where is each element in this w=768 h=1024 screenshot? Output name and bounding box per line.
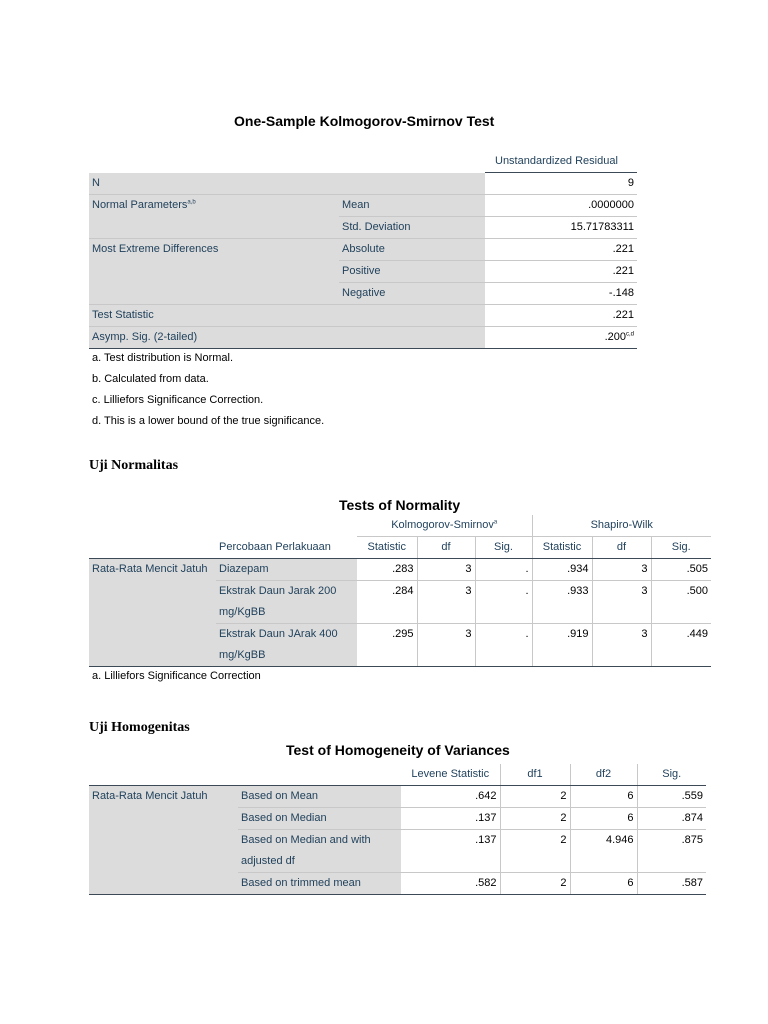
normality-col-ks-sig: Sig. (475, 537, 532, 559)
ks-footnote-d: d. This is a lower bound of the true significance. (92, 415, 325, 427)
homogeneity-col-levene: Levene Statistic (401, 764, 500, 786)
normality-ks-stat: .284 (357, 581, 417, 624)
ks-sublabel-positive: Positive (339, 261, 485, 283)
homogeneity-basis: Based on Mean (238, 786, 401, 808)
ks-footnote-c: c. Lilliefors Significance Correction. (92, 394, 264, 406)
normality-sw-stat: .933 (532, 581, 592, 624)
normality-col-sw-sig: Sig. (651, 537, 711, 559)
normalitas-heading: Uji Normalitas (89, 458, 179, 473)
homogeneity-col-df1: df1 (500, 764, 570, 786)
table-row (89, 559, 711, 581)
ks-sublabel-absolute: Absolute (339, 239, 485, 261)
normality-ks-sig: . (475, 581, 532, 624)
normality-row-label: Rata-Rata Mencit Jatuh (89, 559, 216, 667)
normality-group-ks: Kolmogorov-Smirnov$^a$ (357, 515, 532, 537)
ks-test-table (89, 151, 637, 349)
normality-sw-df: 3 (592, 581, 651, 624)
homogeneity-table (89, 764, 706, 895)
homogeneity-title: Test of Homogeneity of Variances (286, 742, 510, 758)
homogeneity-sig: .874 (637, 808, 706, 830)
ks-value-positive: .221 (485, 261, 637, 283)
homogenitas-heading: Uji Homogenitas (89, 720, 190, 735)
normality-col-ks-statistic: Statistic (357, 537, 417, 559)
normality-sw-df: 3 (592, 559, 651, 581)
normality-col-sw-statistic: Statistic (532, 537, 592, 559)
homogeneity-col-sig: Sig. (637, 764, 706, 786)
homogeneity-basis: Based on Median and with adjusted df (238, 830, 401, 873)
homogeneity-row-label: Rata-Rata Mencit Jatuh (89, 786, 238, 895)
normality-sw-stat: .934 (532, 559, 592, 581)
ks-value-test-statistic: .221 (485, 305, 637, 327)
normality-group-sw: Shapiro-Wilk (532, 515, 711, 537)
ks-value-mean: .0000000 (485, 195, 637, 217)
ks-value-absolute: .221 (485, 239, 637, 261)
homogeneity-df2: 6 (570, 808, 637, 830)
table-row (89, 786, 706, 808)
normality-ks-df: 3 (417, 559, 475, 581)
normality-title: Tests of Normality (339, 497, 461, 513)
homogeneity-df2: 4.946 (570, 830, 637, 873)
ks-row-label-n: N (89, 173, 485, 195)
normality-sw-sig: .500 (651, 581, 711, 624)
homogeneity-df1: 2 (500, 808, 570, 830)
homogeneity-df2: 6 (570, 786, 637, 808)
ks-value-n: 9 (485, 173, 637, 195)
homogeneity-levene: .137 (401, 808, 500, 830)
normality-ks-df: 3 (417, 581, 475, 624)
ks-row-label-test-statistic: Test Statistic (89, 305, 485, 327)
homogeneity-df1: 2 (500, 786, 570, 808)
ks-value-std-deviation: 15.71783311 (485, 217, 637, 239)
normality-treatment: Ekstrak Daun Jarak 200 mg/KgBB (216, 581, 357, 624)
homogeneity-basis: Based on trimmed mean (238, 873, 401, 895)
normality-table (89, 515, 711, 667)
ks-row-label-asymp-sig: Asymp. Sig. (2-tailed) (89, 327, 485, 349)
normality-ks-sig: . (475, 559, 532, 581)
normality-ks-df: 3 (417, 624, 475, 667)
normality-sw-sig: .449 (651, 624, 711, 667)
homogeneity-levene: .642 (401, 786, 500, 808)
homogeneity-sig: .559 (637, 786, 706, 808)
normality-sw-stat: .919 (532, 624, 592, 667)
ks-sublabel-std-deviation: Std. Deviation (339, 217, 485, 239)
ks-value-negative: -.148 (485, 283, 637, 305)
normality-footnote: a. Lilliefors Significance Correction (92, 670, 261, 682)
normality-sw-sig: .505 (651, 559, 711, 581)
normality-col-sw-df: df (592, 537, 651, 559)
ks-value-asymp-sig: .200$^{c,d}$ (485, 327, 637, 349)
homogeneity-basis: Based on Median (238, 808, 401, 830)
homogeneity-levene: .137 (401, 830, 500, 873)
homogeneity-sig: .875 (637, 830, 706, 873)
ks-sublabel-mean: Mean (339, 195, 485, 217)
normality-treatment: Diazepam (216, 559, 357, 581)
ks-row-label-extreme-differences: Most Extreme Differences (89, 239, 339, 261)
ks-row-label-normal-parameters: Normal Parameters$^{a,b}$ (89, 195, 339, 217)
homogeneity-sig: .587 (637, 873, 706, 895)
ks-footnote-a: a. Test distribution is Normal. (92, 352, 234, 364)
normality-treatment: Ekstrak Daun JArak 400 mg/KgBB (216, 624, 357, 667)
ks-sublabel-negative: Negative (339, 283, 485, 305)
normality-factor-header: Percobaan Perlakuaan (216, 537, 357, 559)
ks-test-title: One-Sample Kolmogorov-Smirnov Test (234, 113, 495, 129)
normality-sw-df: 3 (592, 624, 651, 667)
homogeneity-df1: 2 (500, 873, 570, 895)
homogeneity-df2: 6 (570, 873, 637, 895)
ks-column-header: Unstandardized Residual (485, 151, 637, 173)
homogeneity-df1: 2 (500, 830, 570, 873)
homogeneity-levene: .582 (401, 873, 500, 895)
normality-col-ks-df: df (417, 537, 475, 559)
normality-ks-stat: .283 (357, 559, 417, 581)
normality-ks-sig: . (475, 624, 532, 667)
ks-footnote-b: b. Calculated from data. (92, 373, 209, 385)
normality-ks-stat: .295 (357, 624, 417, 667)
homogeneity-col-df2: df2 (570, 764, 637, 786)
